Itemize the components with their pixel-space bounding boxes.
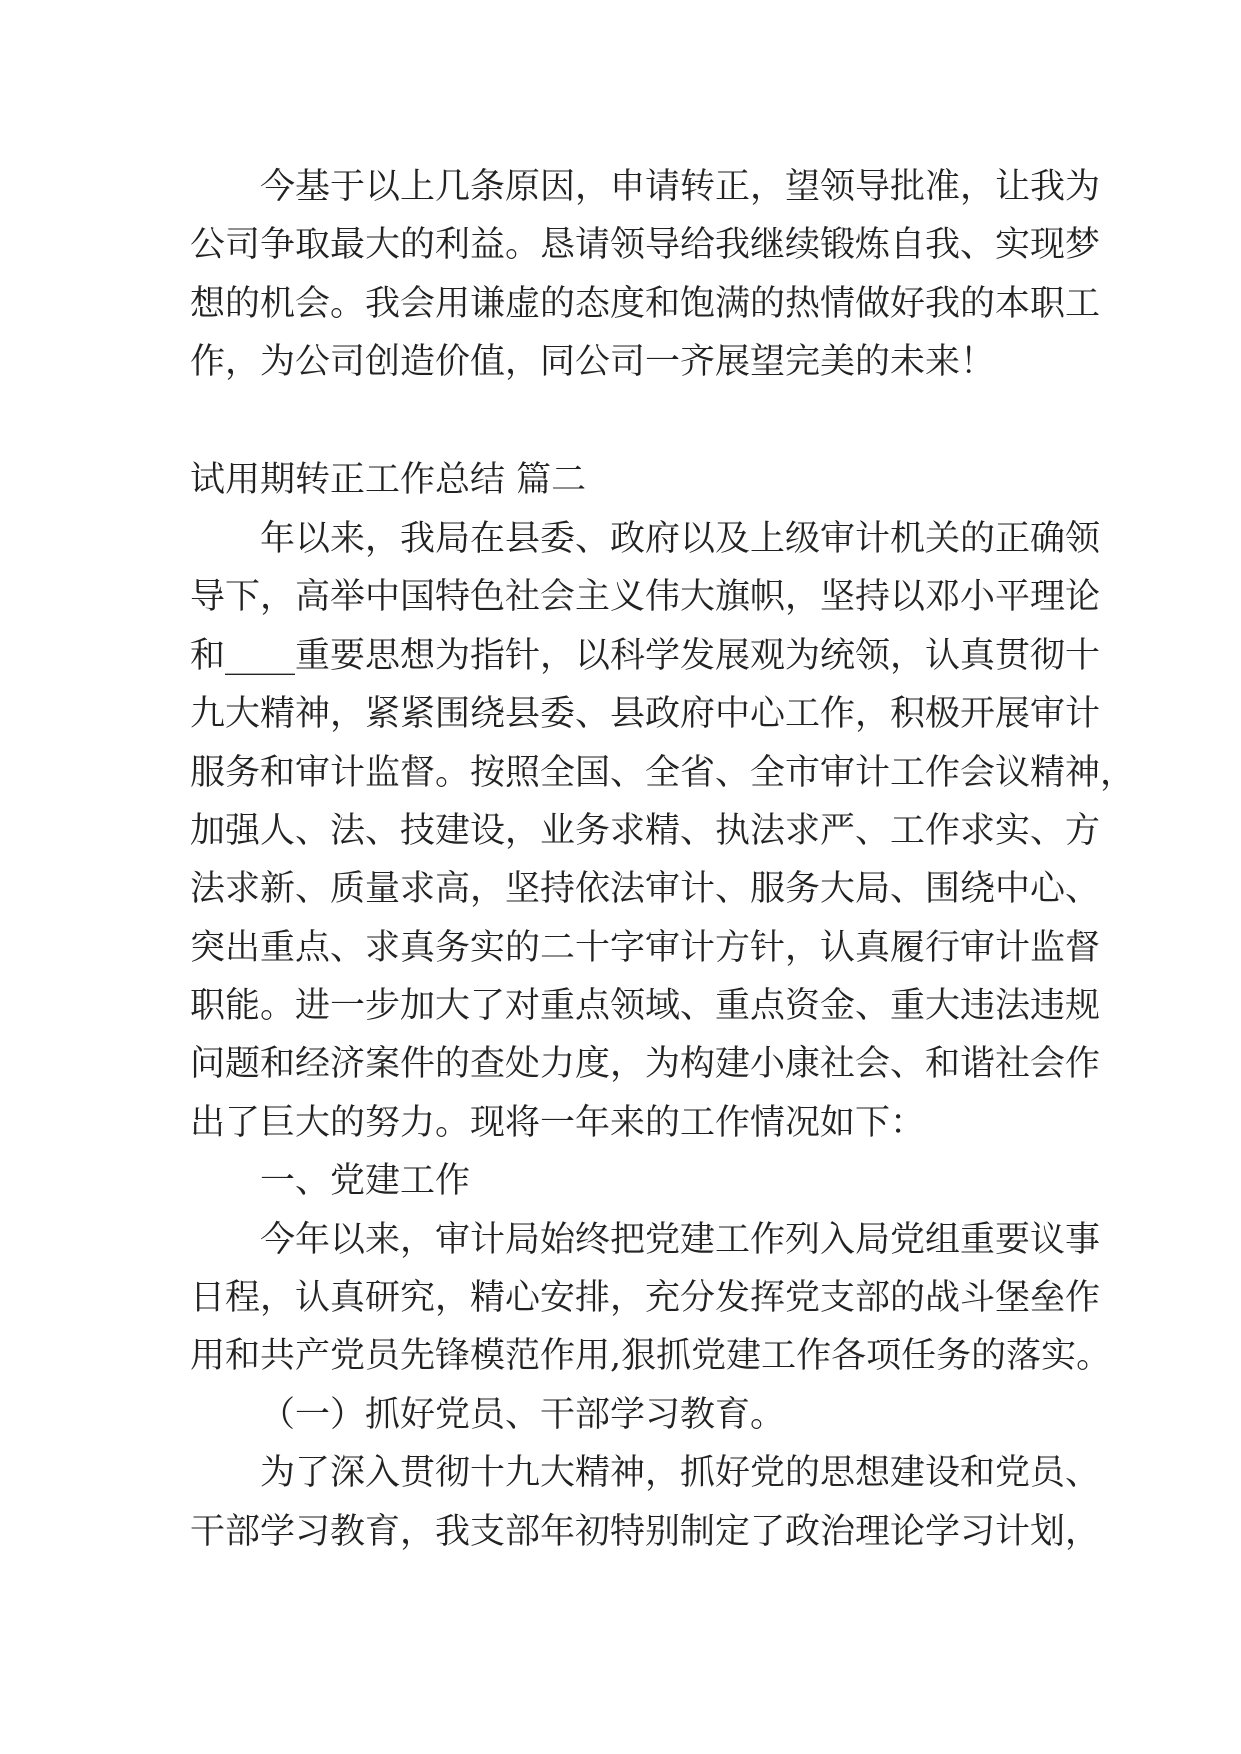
subheading-party-building: 一、党建工作: [260, 1161, 471, 1202]
paragraph-spacer: [190, 392, 1065, 450]
paragraph-line: 服务和审计监督。按照全国、全省、全市审计工作会议精神，: [190, 752, 1136, 793]
paragraph-line: 为了深入贯彻十九大精神，抓好党的思想建设和党员、: [260, 1453, 1101, 1494]
document-body: [190, 158, 1136, 1561]
paragraph-line: 作，为公司创造价值，同公司一齐展望完美的未来！: [190, 342, 996, 383]
paragraph-line: 问题和经济案件的查处力度，为构建小康社会、和谐社会作: [190, 1044, 1101, 1085]
paragraph-line: 和____重要思想为指针，以科学发展观为统领，认真贯彻十: [190, 635, 1101, 676]
paragraph-party-building: [190, 1211, 1112, 1386]
section-title: 试用期转正工作总结 篇二: [190, 459, 587, 500]
paragraph-line: 九大精神，紧紧围绕县委、县政府中心工作，积极开展审计: [190, 694, 1101, 735]
paragraph-closing-request: [190, 158, 1101, 392]
paragraph-line: 职能。进一步加大了对重点领域、重点资金、重大违法违规: [190, 986, 1101, 1027]
paragraph-line: 用和共产党员先锋模范作用,狠抓党建工作各项任务的落实。: [190, 1336, 1112, 1377]
paragraph-annual-summary: [190, 510, 1136, 1152]
paragraph-line: 今基于以上几条原因，申请转正，望领导批准，让我为: [260, 167, 1101, 207]
paragraph-line: 突出重点、求真务实的二十字审计方针，认真履行审计监督: [190, 927, 1101, 968]
paragraph-line: 加强人、法、技建设，业务求精、执法求严、工作求实、方: [190, 810, 1101, 851]
paragraph-line: 公司争取最大的利益。恳请领导给我继续锻炼自我、实现梦: [190, 225, 1101, 266]
paragraph-line: 导下，高举中国特色社会主义伟大旗帜，坚持以邓小平理论: [190, 577, 1101, 618]
paragraph-study-education: [190, 1444, 1101, 1561]
paragraph-line: 今年以来，审计局始终把党建工作列入局党组重要议事: [260, 1219, 1101, 1260]
paragraph-line: 年以来，我局在县委、政府以及上级审计机关的正确领: [260, 518, 1101, 559]
paragraph-line: 法求新、质量求高，坚持依法审计、服务大局、围绕中心、: [190, 869, 1101, 910]
paragraph-line: 想的机会。我会用谦虚的态度和饱满的热情做好我的本职工: [190, 283, 1101, 324]
paragraph-line: 出了巨大的努力。现将一年来的工作情况如下：: [190, 1102, 926, 1143]
paragraph-line: 日程，认真研究，精心安排，充分发挥党支部的战斗堡垒作: [190, 1278, 1101, 1319]
paragraph-line: 干部学习教育，我支部年初特别制定了政治理论学习计划，: [190, 1511, 1101, 1552]
subheading-study-education: （一）抓好党员、干部学习教育。: [260, 1394, 786, 1435]
